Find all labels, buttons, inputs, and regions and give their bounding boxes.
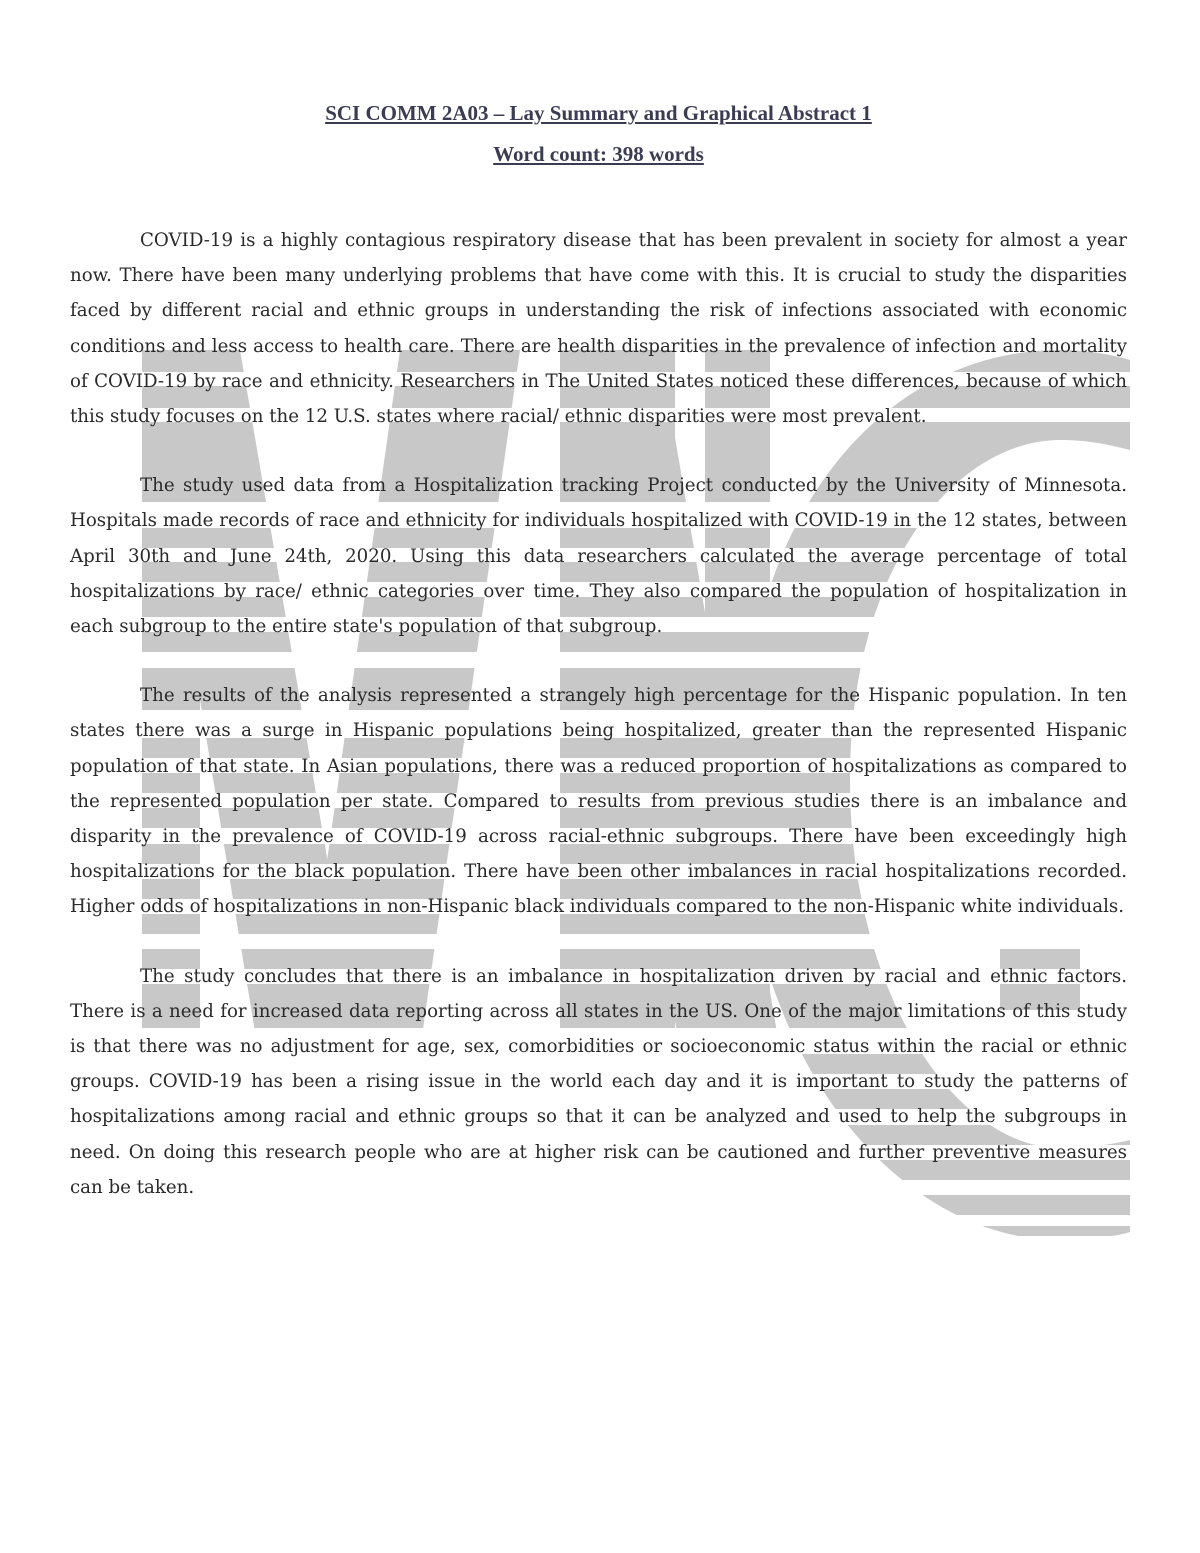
paragraph-methods: The study used data from a Hospitalization tracking Project conducted by the University of Minnesota. Hospitals made records of race and ethnicity for individuals hospitalized with COVID-19 in the 12 states, between April 30th and June 24th, 2020. Using this data researchers calculated the average percentage of total hospitalizations by race/ ethnic categories over time. They also compared the population of hospitalization in each subgroup to the entire state's population of that subgroup. — [70, 475, 1127, 638]
paragraph-conclusion: The study concludes that there is an imbalance in hospitalization driven by racial and ethnic factors. There is a need for increased data reporting across all states in the US. One of the major limitations of this study is that there was no adjustment for age, sex, comorbidities or socioeconomic status within the racial or ethnic groups. COVID-19 has been a rising issue in the world each day and it is important to study the patterns of hospitalizations among racial and ethnic groups so that it can be analyzed and used to help the subgroups in need. On doing this research people who are at higher risk can be cautioned and further preventive measures can be taken. — [70, 965, 1127, 1198]
document-body — [70, 96, 1127, 1205]
document-title: SCI COMM 2A03 – Lay Summary and Graphical Abstract 1 — [325, 101, 872, 125]
paragraph-results: The results of the analysis represented a strangely high percentage for the Hispanic population. In ten states there was a surge in Hispanic populations being hospitalized, greater than the represented Hispanic population of that state. In Asian populations, there was a reduced proportion of hospitalizations as compared to the represented population per state. Compared to results from previous studies there is an imbalance and disparity in the prevalence of COVID-19 across racial-ethnic subgroups. There have been exceedingly high hospitalizations for the black population. There have been other imbalances in racial hospitalizations recorded. Higher odds of hospitalizations in non-Hispanic black individuals compared to the non-Hispanic white individuals. — [70, 685, 1127, 918]
word-count: Word count: 398 words — [493, 142, 704, 166]
paragraph-introduction: COVID-19 is a highly contagious respiratory disease that has been prevalent in society for almost a year now. There have been many underlying problems that have come with this. It is crucial to study the disparities faced by different racial and ethnic groups in understanding the risk of infections associated with economic conditions and less access to health care. There are health disparities in the prevalence of infection and mortality of COVID-19 by race and ethnicity. Researchers in The United States noticed these differences, because of which this study focuses on the 12 U.S. states where racial/ ethnic disparities were most prevalent. — [70, 230, 1127, 428]
